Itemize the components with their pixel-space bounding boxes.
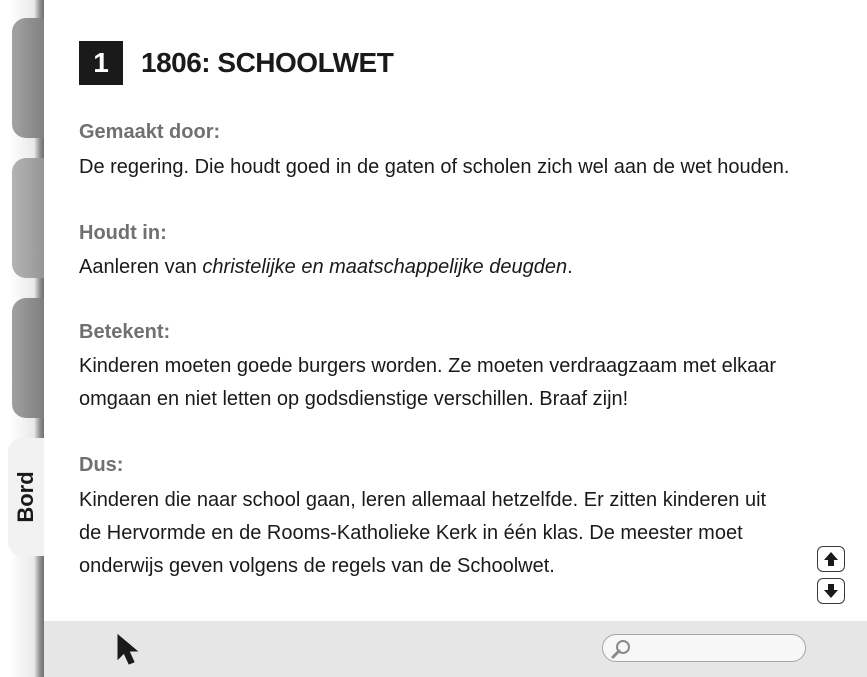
text-prefix: Aanleren van bbox=[79, 256, 203, 278]
text-line: omgaan en niet letten op godsdienstige verschillen. Braaf zijn! bbox=[79, 388, 629, 410]
tab-bord[interactable] bbox=[8, 438, 44, 556]
tab-bord-label: Bord bbox=[13, 471, 38, 523]
section-text-therefore bbox=[79, 484, 829, 583]
page-title: 1806: SCHOOLWET bbox=[141, 47, 394, 78]
section-text-means bbox=[79, 350, 829, 416]
text-line: De regering. Die houdt goed in de gaten of scholen zich wel aan de wet houden. bbox=[79, 156, 790, 178]
page-header bbox=[79, 41, 393, 85]
tab-3[interactable] bbox=[12, 298, 44, 418]
text-line: de Hervormde en de Rooms-Katholieke Kerk in één klas. De meester moet bbox=[79, 522, 743, 544]
lesson-number-badge: 1 bbox=[79, 41, 123, 85]
text-suffix: . bbox=[567, 256, 573, 278]
tab-strip bbox=[0, 0, 44, 677]
text-italic: christelijke en maatschappelijke deugden bbox=[202, 256, 568, 278]
text-line: onderwijs geven volgens de regels van de Schoolwet. bbox=[79, 555, 555, 577]
tab-1[interactable] bbox=[12, 18, 44, 138]
search-input[interactable] bbox=[602, 634, 806, 662]
arrow-down-icon bbox=[822, 582, 840, 600]
text-line: Kinderen moeten goede burgers worden. Ze moeten verdraagzaam met elkaar bbox=[79, 355, 777, 377]
magnifier-icon bbox=[610, 638, 632, 660]
tab-2[interactable] bbox=[12, 158, 44, 278]
text-line: Kinderen die naar school gaan, leren allemaal hetzelfde. Er zitten kinderen uit bbox=[79, 489, 767, 511]
mouse-pointer-icon bbox=[116, 633, 144, 667]
section-label-means: Betekent: bbox=[79, 321, 171, 343]
section-text-contains bbox=[79, 251, 829, 284]
arrow-up-icon bbox=[822, 550, 840, 568]
scroll-down-button[interactable] bbox=[817, 578, 845, 604]
section-label-contains: Houdt in: bbox=[79, 222, 167, 244]
section-text-made-by bbox=[79, 151, 829, 184]
scroll-up-button[interactable] bbox=[817, 546, 845, 572]
bottom-toolbar bbox=[44, 621, 867, 677]
section-label-therefore: Dus: bbox=[79, 454, 124, 476]
section-label-made-by: Gemaakt door: bbox=[79, 121, 221, 143]
